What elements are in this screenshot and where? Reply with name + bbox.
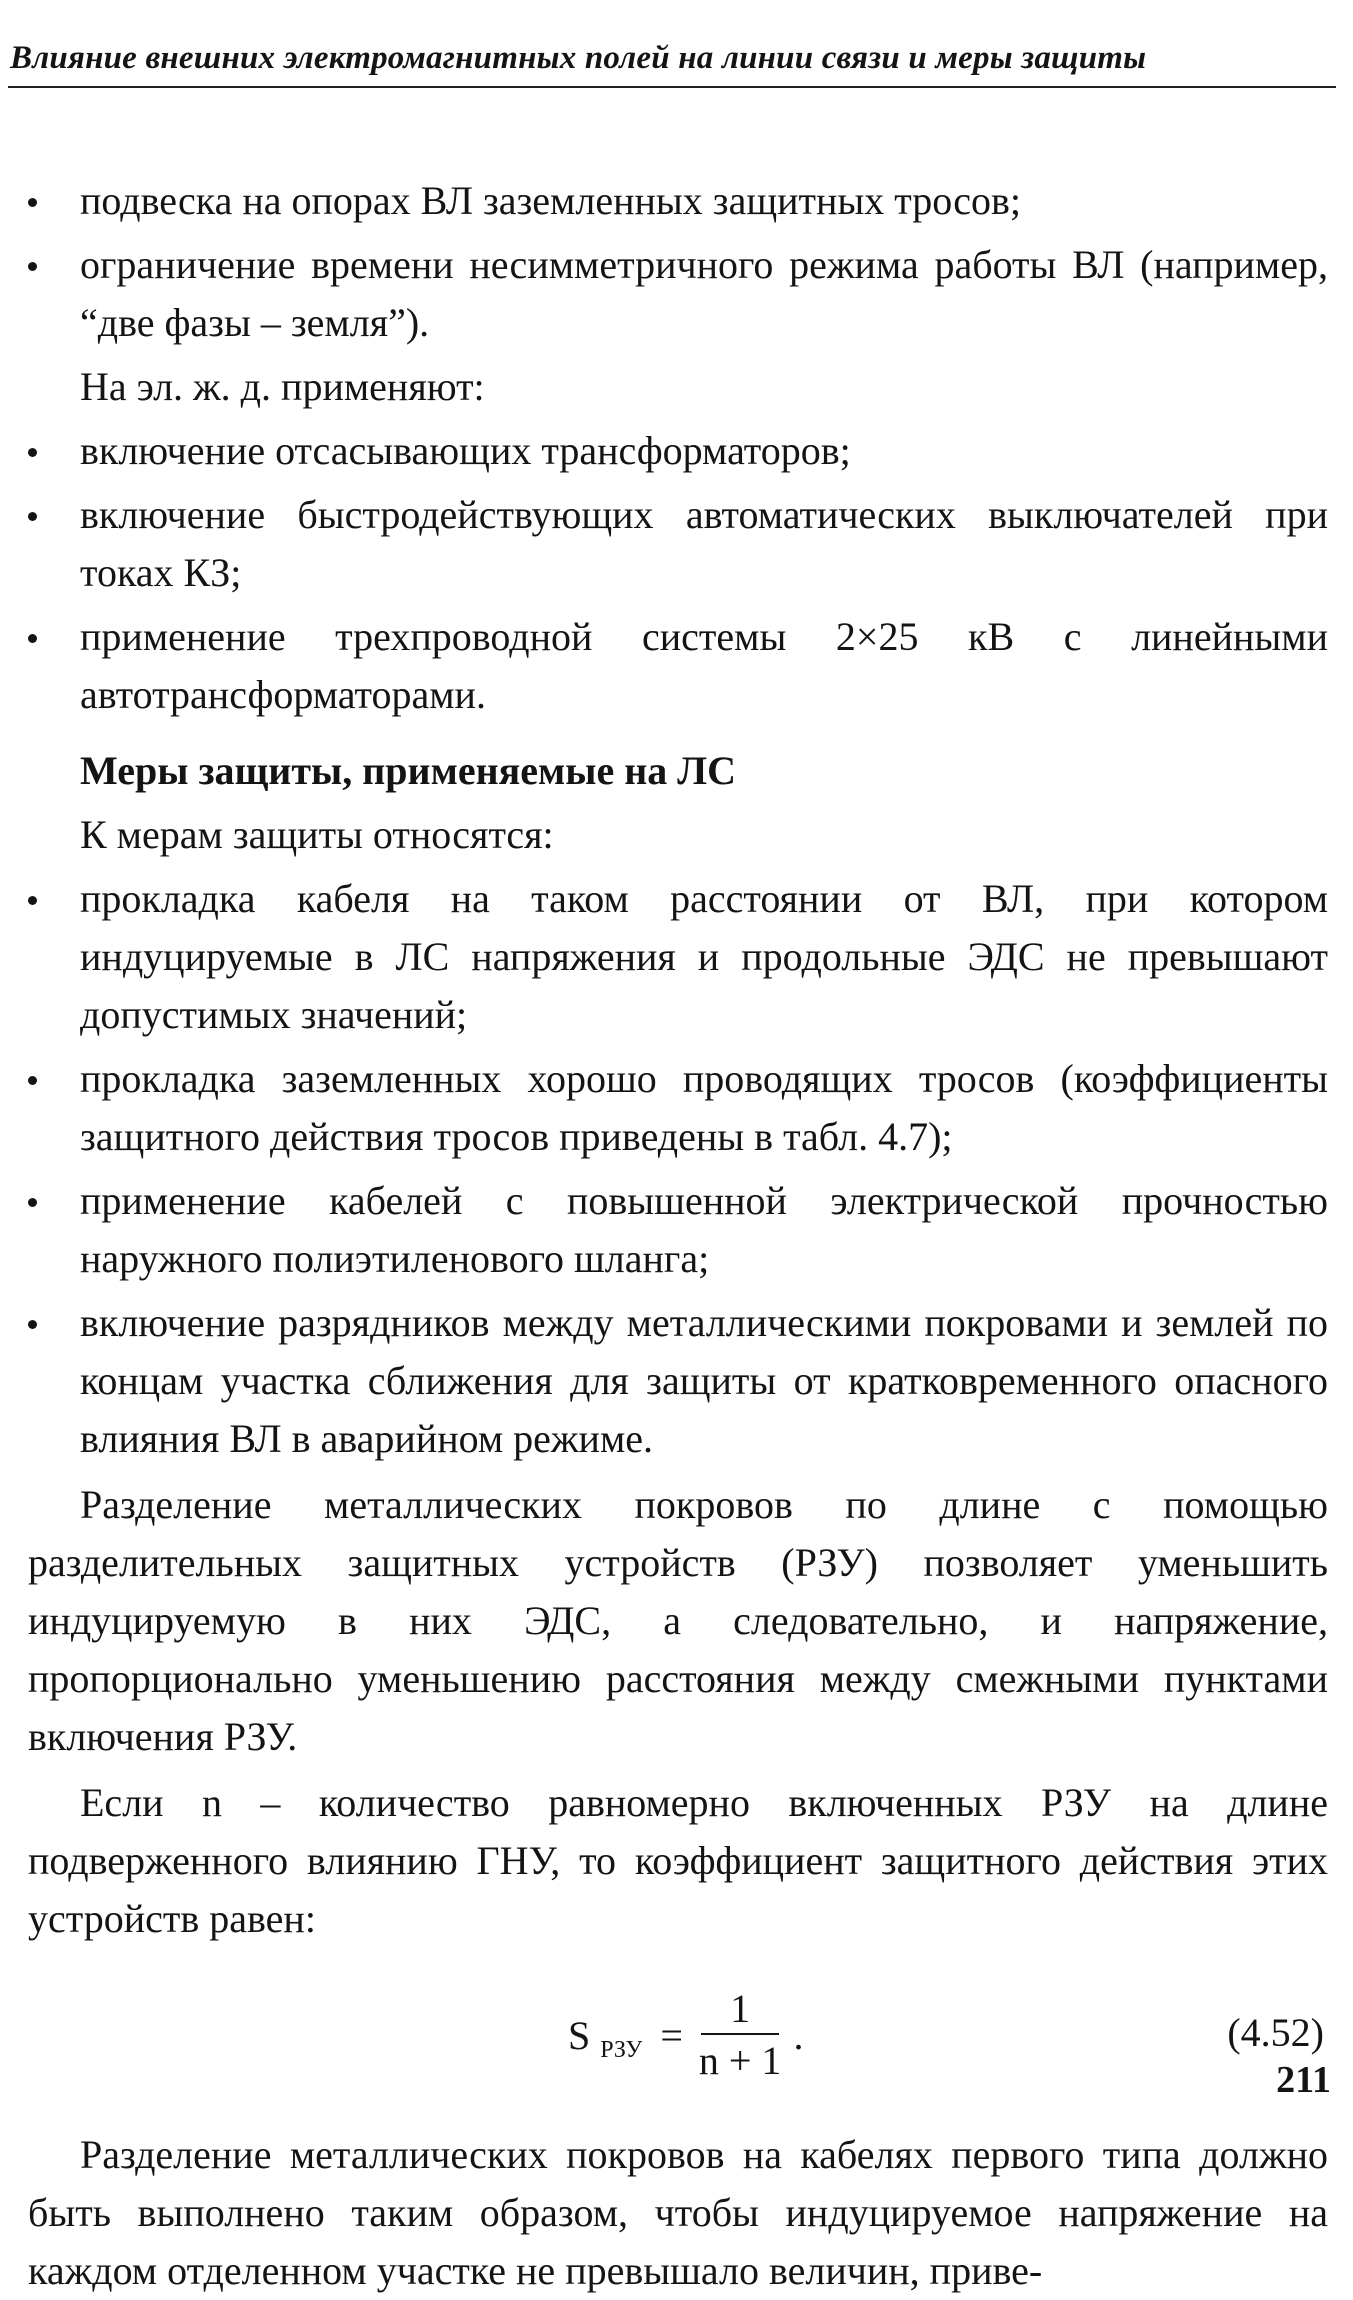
bullet-icon [28, 262, 37, 271]
formula [568, 1976, 803, 2096]
list-item-text: подвеска на опорах ВЛ заземленных защитных тросов; [80, 178, 1022, 223]
formula-subscript: РЗУ [600, 2037, 643, 2063]
list-item-text: включение разрядников между металлическими покровами и землей по концам участка сближения для защиты от кратковременного опасного влияния ВЛ в аварийном режиме. [80, 1300, 1328, 1461]
formula-symbol: S [568, 2013, 591, 2058]
list-item [28, 870, 1328, 1044]
list-item [28, 236, 1328, 352]
list-item-text: включение отсасывающих трансформаторов; [80, 428, 851, 473]
bullet-icon [28, 1198, 37, 1207]
list-item-text: применение кабелей с повышенной электрической прочностью наружного полиэтиленового шланга; [80, 1178, 1328, 1281]
paragraph-rzu: Разделение металлических покровов по длине с помощью разделительных защитных устройств (РЗУ) позволяет уменьшить индуцируемую в них ЭДС, а следовательно, и напряжение, пропорционально уменьшению расстояния между смежными пунктами включения РЗУ. [28, 1482, 1328, 1759]
list-item [28, 422, 1328, 480]
list-item-text: применение трехпроводной системы 2×25 кВ с линейными автотрансформаторами. [80, 614, 1328, 717]
vl-measures-list [28, 172, 1328, 352]
paragraph-last: Разделение металлических покровов на кабелях первого типа должно быть выполнено таким образом, чтобы индуцируемое напряжение на каждом отделенном участке не превышало величин, приве- [28, 2132, 1328, 2293]
paragraph-n: Если n – количество равномерно включенных РЗУ на длине подверженного влиянию ГНУ, то коэффициент защитного действия этих устройств равен: [28, 1780, 1328, 1941]
list-item-text: включение быстродействующих автоматических выключателей при токах КЗ; [80, 492, 1328, 595]
page-number: 211 [1276, 2059, 1331, 2101]
list-item-text: ограничение времени несимметричного режима работы ВЛ (например, “две фазы – земля”). [80, 242, 1328, 345]
section-heading: Меры защиты, применяемые на ЛС [80, 748, 736, 793]
formula-numerator: 1 [730, 1986, 751, 2031]
list-item [28, 608, 1328, 724]
rail-measures-list [28, 422, 1328, 724]
measures-intro: К мерам защиты относятся: [80, 812, 554, 857]
body-text [28, 172, 1328, 2300]
formula-denominator: n + 1 [698, 2038, 782, 2083]
bullet-icon [28, 512, 37, 521]
formula-row [28, 1976, 1328, 2096]
bullet-icon [28, 634, 37, 643]
bullet-icon [28, 896, 37, 905]
bullet-icon [28, 198, 37, 207]
list-item-text: прокладка заземленных хорошо проводящих тросов (коэффициенты защитного действия тросов приведены в табл. 4.7); [80, 1056, 1328, 1159]
list-item [28, 1050, 1328, 1166]
bullet-icon [28, 1076, 37, 1085]
list-item [28, 486, 1328, 602]
formula-equals: = [660, 2013, 683, 2058]
list-item [28, 1172, 1328, 1288]
equation-number: (4.52) [1227, 2010, 1324, 2055]
ls-measures-list [28, 870, 1328, 1468]
list-item [28, 1294, 1328, 1468]
list-item [28, 172, 1328, 230]
running-header: Влияние внешних электромагнитных полей на линии связи и меры защиты [10, 40, 1147, 76]
bullet-icon [28, 448, 37, 457]
formula-period: . [793, 2013, 804, 2058]
header-rule [8, 86, 1336, 88]
formula-fraction [693, 1985, 788, 2087]
list-item-text: прокладка кабеля на таком расстоянии от ВЛ, при котором индуцируемые в ЛС напряжения и продольные ЭДС не превышают допустимых значений; [80, 876, 1328, 1037]
bullet-icon [28, 1320, 37, 1329]
rail-intro: На эл. ж. д. применяют: [80, 364, 485, 409]
